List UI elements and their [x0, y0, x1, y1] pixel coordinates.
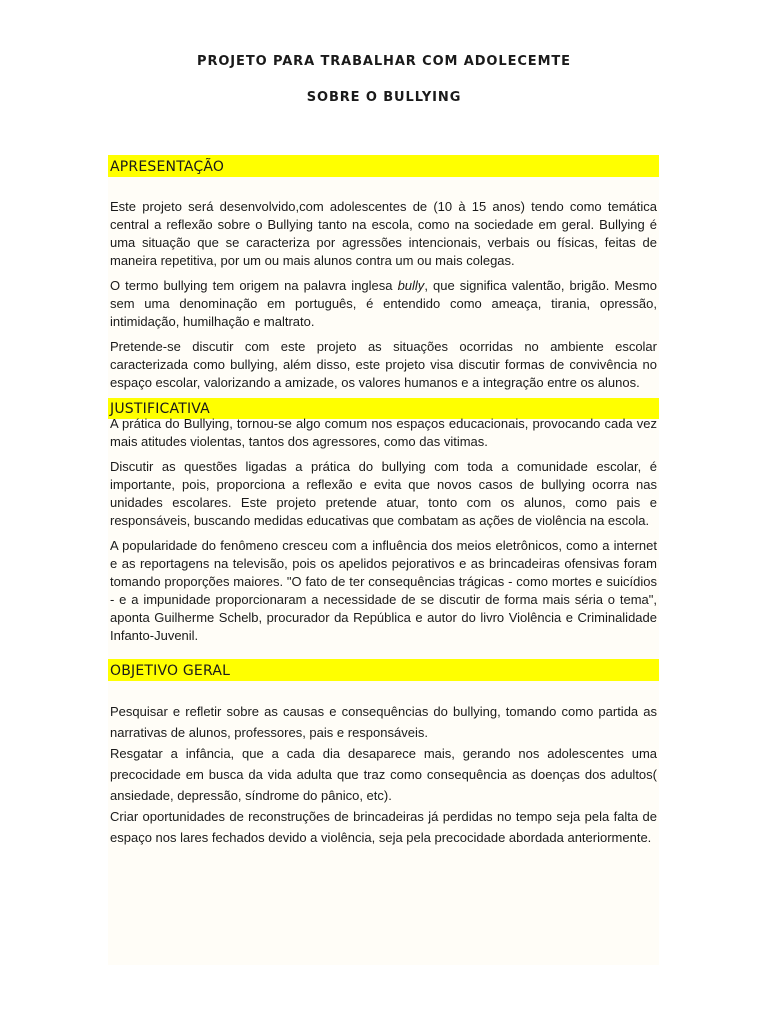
- apresentacao-paragraph-2: O termo bullying tem origem na palavra inglesa bully, que significa valentão, brigão. Mesmo sem uma denominação em português, é entendido como ameaça, tirania, opressão, intimidação, humilhação e maltrato.: [110, 278, 657, 329]
- justificativa-paragraph: A prática do Bullying, tornou-se algo comum nos espaços educacionais, provocando cada vez mais atitudes violentas, tantos dos agressores, como das vitimas.: [110, 416, 657, 449]
- justificativa-paragraph: Discutir as questões ligadas a prática do bullying com toda a comunidade escolar, é importante, pois, proporciona a reflexão e evita que novos casos de bullying ocorra nas unidades escolares. Este projeto pretende atuar, tonto com os alunos, como pais e responsáveis, buscando medidas educativas que combatam as ações de violência na escola.: [110, 459, 657, 528]
- objetivo-paragraph: Resgatar a infância, que a cada dia desaparece mais, gerando nos adolescentes uma precocidade em busca da vida adulta que traz como consequência as doenças dos adultos( ansiedade, depressão, síndrome do pânico, etc).: [110, 746, 657, 803]
- italic-word-bully: bully: [397, 278, 425, 293]
- section-heading-justificativa: JUSTIFICATIVA: [108, 398, 659, 419]
- objetivo-paragraph: Pesquisar e refletir sobre as causas e consequências do bullying, tomando como partida as narrativas de alunos, professores, pais e responsáveis.: [110, 704, 657, 740]
- document-body: [108, 155, 659, 965]
- section-heading-objetivo-geral: OBJETIVO GERAL: [108, 659, 659, 681]
- document-subtitle: SOBRE O BULLYING: [306, 90, 462, 105]
- apresentacao-paragraph: Pretende-se discutir com este projeto as situações ocorridas no ambiente escolar caracterizada como bullying, além disso, este projeto visa discutir formas de convivência no espaço escolar, valorizando a amizade, os valores humanos e a integração entre os alunos.: [110, 339, 657, 390]
- document-title: PROJETO PARA TRABALHAR COM ADOLECEMTE: [197, 54, 571, 69]
- objetivo-paragraph: Criar oportunidades de reconstruções de brincadeiras já perdidas no tempo seja pela falta de espaço nos lares fechados devido a violência, seja pela precocidade abordada anteriormente.: [110, 809, 657, 845]
- apresentacao-paragraph: Este projeto será desenvolvido,com adolescentes de (10 à 15 anos) tendo como temática central a reflexão sobre o Bullying tanto na escola, como na sociedade em geral. Bullying é uma situação que se caracteriza por agressões intencionais, verbais ou físicas, feitas de maneira repetitiva, por um ou mais alunos contra um ou mais colegas.: [110, 199, 657, 268]
- section-heading-apresentacao: APRESENTAÇÃO: [108, 155, 659, 177]
- justificativa-paragraph: A popularidade do fenômeno cresceu com a influência dos meios eletrônicos, como a internet e as reportagens na televisão, pois os apelidos pejorativos e as brincadeiras ofensivas foram tomando proporções maiores. "O fato de ter consequências trágicas - como mortes e suicídios - e a impunidade proporcionaram a necessidade de se discutir de forma mais séria o tema", aponta Guilherme Schelb, procurador da República e autor do livro Violência e Criminalidade Infanto-Juvenil.: [110, 538, 657, 643]
